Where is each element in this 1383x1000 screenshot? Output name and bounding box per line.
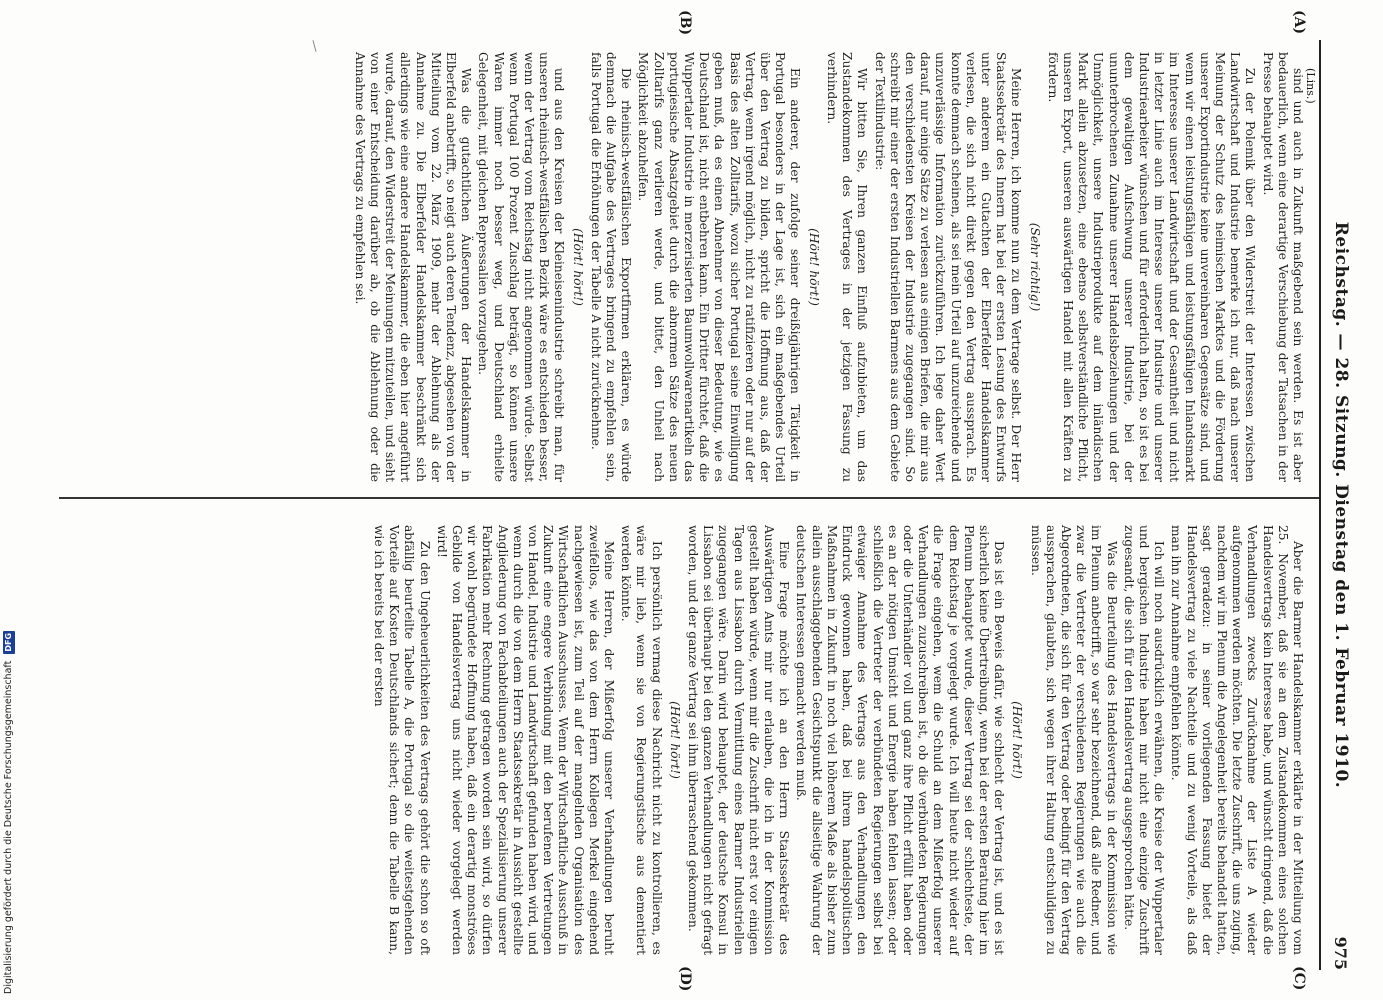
interjection: (Sehr richtig!) [1027,222,1042,312]
paragraph: Das ist ein Beweis dafür, wie schlecht der Vertrag ist, und es ist sicherlich keine Übertreibung, wenn bei der ersten Beratung hier im Plenum behauptet wurde, dieser Vertrag sei der schlechteste, der dem Reichstag je vorgelegt wurde. Ich will heute nicht wieder auf die Frage eingehen, wem die Schuld an dem Mißerfolg unserer Verhandlungen zuzuschreiben ist, ob die verbündeten Regierungen oder die Unterhändler voll und ganz ihre Pflicht erfüllt haben oder es an der nötigen Umsicht und Energie haben fehlen lassen; oder schließlich die Vertreter der verbündeten Regierungen selbst bei etwaiger Annahme des Vertrags aus den Verhandlungen den Eindruck gewonnen haben, daß bei ihrem handelspolitischen Maßnahmen in Zukunft in noch viel höherem Maße als bisher zum allein ausschlaggebenden Gesichtspunkt die allseitige Wahrung der deutschen Interessen gemacht werden muß. [794,525,1007,955]
paragraph: Ich will noch ausdrücklich erwähnen, die Kreise der Wuppertaler und bergischen Industrie haben mir nicht eine einzige Zuschrift zugesandt, die sich für den Handelsvertrag ausgesprochen hätte. [1121,525,1167,955]
paragraph: Ich persönlich vermag diese Nachricht nicht zu kontrollieren, es wäre mir lieb, wenn sie von Regierungstische aus dementiert werden könnte. [619,525,664,955]
paragraph: Meine Herren, ich komme nun zu dem Vertrage selbst. Der Herr Staatssekretär des Innern hat bei der ersten Lesung des Entwurfs unter anderem ein Gutachten der Elberfelder Handelskammer verlesen, die sich nicht direkt gegen den Vertrag aussprach. Es konnte demnach scheinen, als sei mein Urteil auf unzureichende und unzuverlässige Information zurückzuführen. Ich lege daher Wert darauf, nur einige Sätze zu verlesen aus einigen Briefen, die mir aus den verschiedensten Kreisen der Industrie zugegangen sind. So schreibt mir einer der ersten Industriellen Barmens aus dem Gebiete der Textilindustrie: [872,52,1024,482]
dfg-logo-icon: DFG [4,632,13,652]
page-number: 975 [1331,936,1351,970]
column-divider [59,497,1319,499]
paragraph: sind und auch in Zukunft maßgebend sein werden. Es ist aber bedauerlich, wenn eine derartige Verschiebung der Tatsachen in der Presse behauptet wird. [1260,52,1305,482]
page-title: Reichstag. — 28. Sitzung. Dienstag den 1. Februar 1910. [1331,221,1351,789]
paragraph: Wir bitten Sie, Ihren ganzen Einfluß aufzubieten, um das Zustandekommen des Vertrages in der jetzigen Fassung zu verhindern. [824,52,870,482]
interjection: (Hört! hört!) [806,228,821,306]
left-text-column [350,52,1305,482]
margin-marker-d: (D) [677,966,693,992]
paragraph: Die rheinisch-westfälischen Exportfirmen erklären, es würde demnach die Aufgabe des Vertrages bringend zu empfehlen sein, falls Portugal die Erhöhungen der Tabelle A nicht zurücknehme. [588,52,634,482]
paragraph: und aus den Kreisen der Kleineisenindustrie schreibt man, für unseren rheinisch-westfälischen Bezirk wäre es entschieden besser, wenn der Vertrag vom Reichstag nicht angenommen würde. Selbst wenn Portugal 100 Prozent Zuschlag beträgt, so können unsere Waren immer noch besser weg, und Deutschland erhielte Gelegenheit, mit gleichen Repressalien vorzugehen. [476,52,567,482]
paragraph: Zu den Ungeheuerlichkeiten des Vertrags gehört die schon so oft abfällig beurteilte Tabelle A, die Portugal so die weitestgehenden Vorteile auf Kosten Deutschlands sichert; denn die Tabelle B kann, wie ich bereits bei der ersten [372,525,432,955]
paragraph: Eine Frage möchte ich an den Herrn Staatssekretär des Auswärtigen Amts mir nur erlauben, die ich in der Kommission gestellt haben würde, wenn mir die Zuschrift nicht erst vor einigen Tagen aus Lissabon durch Vermittlung eines Barmer Industriellen zugegangen wäre. Darin wird behauptet, der deutsche Konsul in Lissabon sei überhaupt bei den ganzen Verhandlungen nicht gefragt worden, und der ganze Vertrag sei ihm überraschend gekommen. [686,525,792,955]
paragraph: Meine Herren, der Mißerfolg unserer Verhandlungen beruht zweifellos, wie das von dem Herrn Kollegen Merkel eingehend nachgewiesen ist, zum Teil auf der mangelnden Organisation des Wirtschaftlichen Ausschusses. Wenn der Wirtschaftliche Ausschuß in Zukunft eine engere Verbindung mit den berufenen Vertretungen von Handel, Industrie und Landwirtschaft gefunden haben wird, und wenn durch die von dem Herrn Staatssekretär in Aussicht gestellte Angliederung von Fachabteilungen auch der Spezialisierung unserer Fabrikation mehr Rechnung getragen worden sein wird, so dürfen wir wohl begründete Hoffnung haben, daß ein derartig monströses Gebilde von Handelsvertrag uns nicht wieder vorgelegt werden wird! [434,525,617,955]
paragraph: Ein anderer, der zufolge seiner dreißigjährigen Tätigkeit in Portugal besonders in der Lage ist, sich ein maßgebendes Urteil über den Vertrag zu bilden, spricht die Hoffnung aus, daß der Vertrag, wenn irgend möglich, nicht zu ratifizieren oder nur auf der Basis des alten Zolltarifs, wozu sicher Portugal seine Einwilligung geben muß, da es einen Abnehmer von dieser Bedeutung, wie es Deutschland ist, nicht entbehren kann. Ein Dritter fürchtet, daß die Wuppertaler Industrie in merzerisierten Baumwollwarenartikeln das portugiesische Absatzgebiet durch die abnormen Sätze des neuen Zolltarifs ganz verlieren werde, und bittet, den Unheil nach Möglichkeit abzuhelfen. [636,52,803,482]
paragraph: Was die Beurteilung des Handelsvertrags in der Kommission wie im Plenum anbetrifft, so war sehr bezeichnend, daß alle Redner, und zwar die Vertreter der verschiedenen Regierungen wie auch die Abgeordneten, die sich für den Vertrag oder bedingt für den Vertrag aussprachen, glaubten, sich wegen ihrer Haltung entschuldigen zu müssen. [1028,525,1119,955]
margin-marker-c: (C) [1291,966,1307,991]
paragraph: Was die gutachtlichen Äußerungen der Handelskammer in Elberfeld anbetrifft, so neigt auch deren Tendenz, abgesehen von der Mitteilung vom 22. März 1909, mehr der Ablehnung als der Annahme zu. Die Elberfelder Handelskammer beschränkt sich allerdings wie eine andere Handelskammer, die eben hier angeführt wurde, darauf, den Widerstreit der Meinungen mitzuteilen, und sieht von einer Entscheidung darüber ab, ob die Ablehnung oder die Annahme des Vertrags zu empfehlen sei. [352,52,474,482]
continuation-marker: (Lins.) [1304,68,1317,104]
header-rule [1319,40,1321,970]
margin-marker-b: (B) [677,10,693,36]
margin-marker-a: (A) [1291,10,1307,35]
credit-text: Digitalisierung gefördert durch die Deutsche Forschungsgemeinschaft [3,660,14,994]
fold-mark [312,40,316,52]
paragraph: Zu der Polemik über den Widerstreit der Interessen zwischen Landwirtschaft und Industrie bemerke ich nur, daß nach unserer Meinung der Schutz des heimischen Marktes und die Förderung unserer Exportindustrie keine unvereinbaren Gegensätze sind, und wenn wir einen leistungsfähigen und leistungsfähigen Inlandsmarkt im Interesse unserer Landwirtschaft und der Gesamtheit und nicht in letzter Linie auch im Interesse unserer Industrie und unserer Industriearbeiter wünschen und für erforderlich halten, so ist es bei dem gewaltigen Aufschwung unserer Industrie, bei der ununterbrochenen Zunahme unserer Handelsbeziehungen und der Unmöglichkeit, unsere Industrieprodukte auf dem inländischen Markt allein abzusetzen, eine ebenso selbstverständliche Pflicht, unseren Export, unseren auswärtigen Handel mit allen Kräften zu fördern. [1045,52,1258,482]
interjection: (Hört! hört!) [570,228,585,306]
interjection: (Hört! hört!) [667,701,682,779]
interjection: (Hört! hört!) [1010,701,1025,779]
right-text-column [369,525,1305,955]
digitization-credit [2,594,16,994]
page-header [1321,40,1361,970]
paragraph: Aber die Barmer Handelskammer erklärte in der Mitteilung vom 25. November, daß sie an dem Zustandekommen eines solchen Handelsvertrags kein Interesse habe, und wünscht dringend, daß die Verhandlungen zwecks Zurücknahme der Liste A wieder aufgenommen werden möchten. Die letzte Zuschrift, die uns zuging, nachdem wir im Plenum die Angelegenheit bereits behandelt hatten, sagt geradezu: in seiner vorliegenden Fassung bietet der Handelsvertrag zu viele Nachteile und zu wenig Vorteile, als daß man ihn zur Annahme empfehlen könnte. [1169,525,1305,955]
